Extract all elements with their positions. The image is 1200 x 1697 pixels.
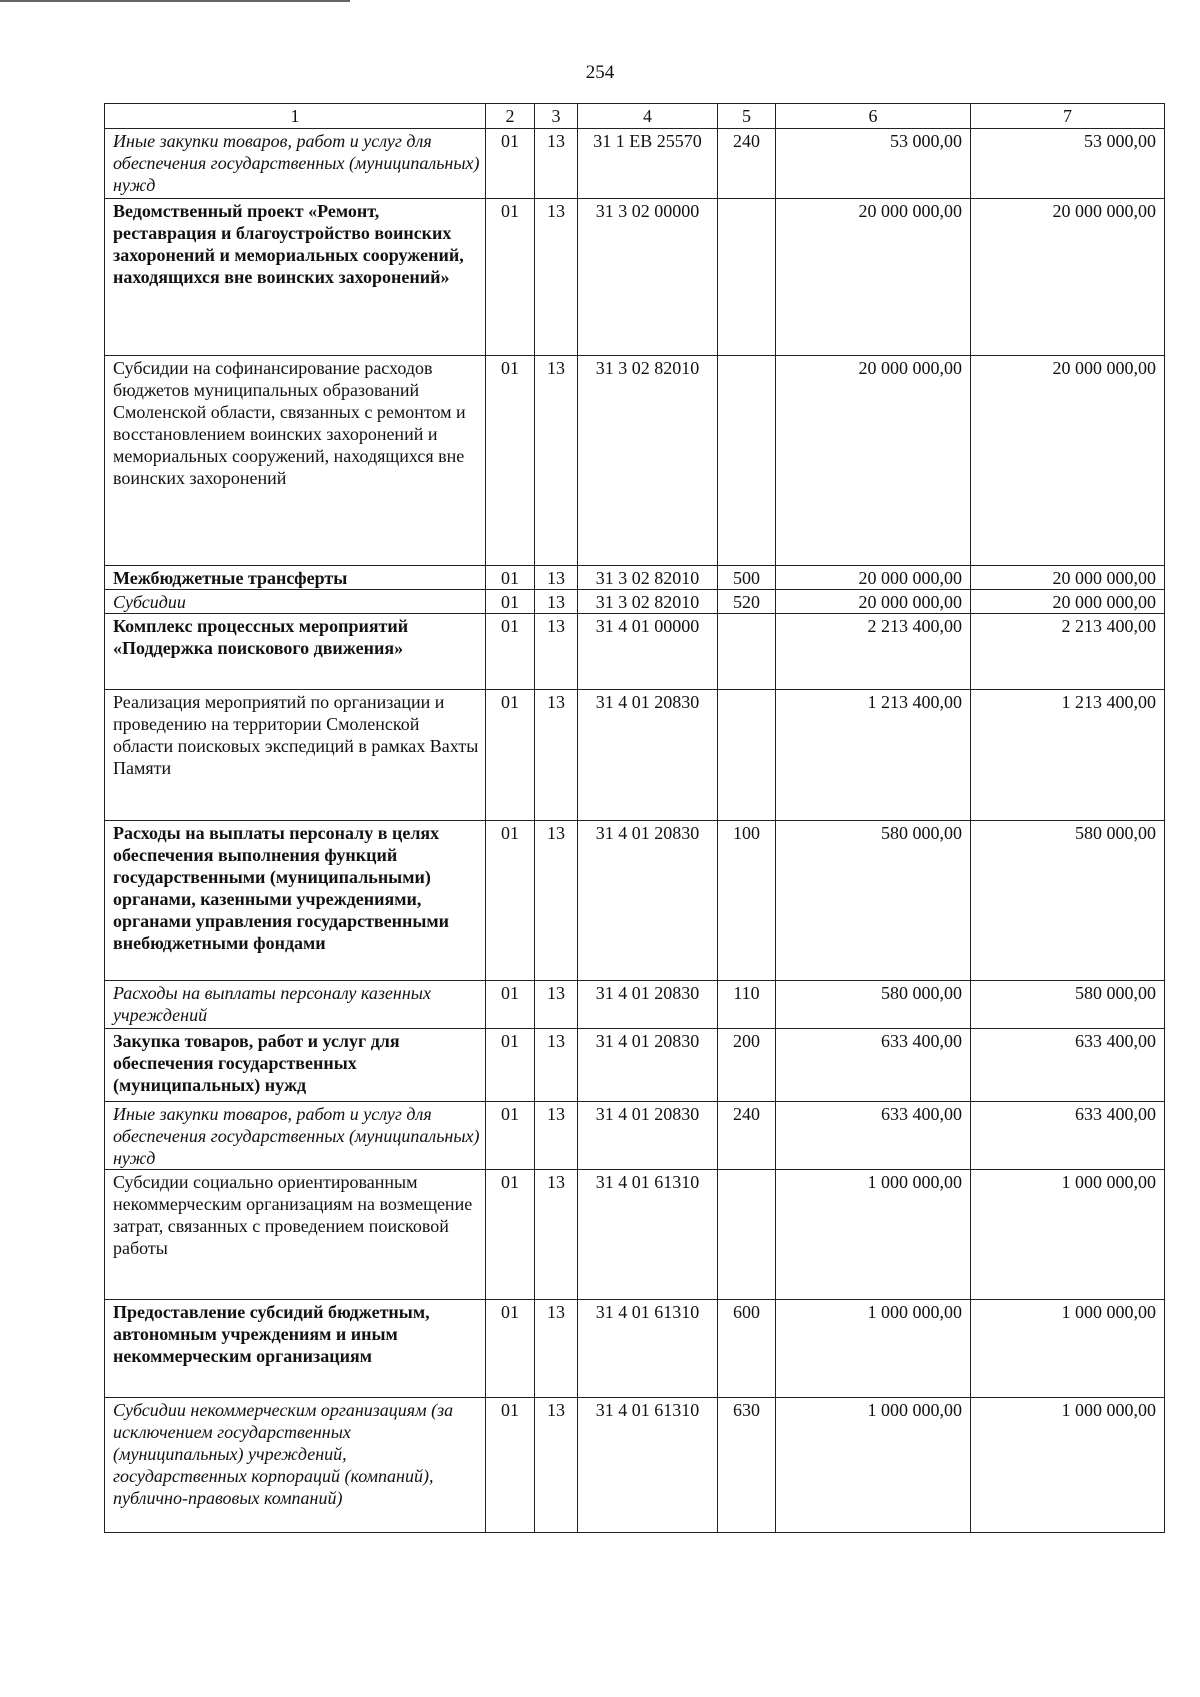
row-amount-cell: 633 400,00 [776,1029,971,1102]
row-expense-type-cell: 630 [718,1398,776,1533]
row-target-article-cell: 31 4 01 20830 [578,1102,718,1170]
row-subsection-cell: 13 [535,199,578,356]
row-section-cell: 01 [486,590,535,614]
row-expense-type-cell [718,1170,776,1300]
row-section-cell: 01 [486,199,535,356]
row-name-cell: Субсидии на софинансирование расходов бюджетов муниципальных образований Смоленской области, связанных с ремонтом и восстановлением воинских захоронений и мемориальных сооружений, находящихся вне воинских захоронений [105,356,486,566]
table-row [105,1398,1165,1533]
row-expense-type-cell [718,199,776,356]
row-amount-next-cell: 53 000,00 [971,129,1165,199]
row-name-cell: Субсидии социально ориентированным некоммерческим организациям на возмещение затрат, связанных с проведением поисковой работы [105,1170,486,1300]
row-subsection-cell: 13 [535,981,578,1029]
table-body [105,104,1165,1533]
row-section-cell: 01 [486,614,535,690]
row-name-cell: Субсидии некоммерческим организациям (за исключением государственных (муниципальных) учреждений, государственных корпораций (компаний), публично-правовых компаний) [105,1398,486,1533]
row-amount-next-cell: 1 213 400,00 [971,690,1165,821]
row-amount-next-cell: 20 000 000,00 [971,566,1165,590]
row-amount-next-cell: 633 400,00 [971,1029,1165,1102]
header-cell-5: 5 [718,104,776,129]
header-cell-2: 2 [486,104,535,129]
row-expense-type-cell: 520 [718,590,776,614]
row-amount-cell: 633 400,00 [776,1102,971,1170]
row-target-article-cell: 31 1 ЕВ 25570 [578,129,718,199]
table-row [105,356,1165,566]
row-amount-next-cell: 20 000 000,00 [971,356,1165,566]
table-row [105,690,1165,821]
row-subsection-cell: 13 [535,1398,578,1533]
row-name-cell: Закупка товаров, работ и услуг для обеспечения государственных (муниципальных) нужд [105,1029,486,1102]
row-subsection-cell: 13 [535,1029,578,1102]
row-amount-cell: 1 000 000,00 [776,1398,971,1533]
row-subsection-cell: 13 [535,566,578,590]
row-name-cell: Расходы на выплаты персоналу казенных учреждений [105,981,486,1029]
row-name-cell: Субсидии [105,590,486,614]
row-name-cell: Расходы на выплаты персоналу в целях обеспечения выполнения функций государственными (муниципальными) органами, казенными учреждениями, органами управления государственными внебюджетными фондами [105,821,486,981]
row-name-cell: Комплекс процессных мероприятий «Поддержка поискового движения» [105,614,486,690]
row-amount-cell: 20 000 000,00 [776,590,971,614]
row-subsection-cell: 13 [535,129,578,199]
row-name-cell: Межбюджетные трансферты [105,566,486,590]
row-amount-cell: 1 000 000,00 [776,1170,971,1300]
row-section-cell: 01 [486,356,535,566]
row-subsection-cell: 13 [535,690,578,821]
table-row [105,1300,1165,1398]
row-section-cell: 01 [486,981,535,1029]
page-number: 254 [585,62,615,83]
row-amount-next-cell: 2 213 400,00 [971,614,1165,690]
row-expense-type-cell: 200 [718,1029,776,1102]
row-subsection-cell: 13 [535,1102,578,1170]
row-amount-next-cell: 20 000 000,00 [971,199,1165,356]
row-amount-next-cell: 580 000,00 [971,821,1165,981]
row-subsection-cell: 13 [535,1170,578,1300]
row-expense-type-cell [718,614,776,690]
row-name-cell: Реализация мероприятий по организации и проведению на территории Смоленской области поисковых экспедиций в рамках Вахты Памяти [105,690,486,821]
header-cell-3: 3 [535,104,578,129]
row-target-article-cell: 31 4 01 61310 [578,1300,718,1398]
row-section-cell: 01 [486,566,535,590]
row-amount-cell: 2 213 400,00 [776,614,971,690]
row-amount-next-cell: 1 000 000,00 [971,1170,1165,1300]
row-section-cell: 01 [486,129,535,199]
row-target-article-cell: 31 4 01 20830 [578,690,718,821]
row-target-article-cell: 31 4 01 61310 [578,1170,718,1300]
row-target-article-cell: 31 3 02 82010 [578,356,718,566]
table-row [105,614,1165,690]
row-amount-cell: 1 213 400,00 [776,690,971,821]
table-row [105,1102,1165,1170]
row-amount-cell: 20 000 000,00 [776,566,971,590]
row-amount-cell: 53 000,00 [776,129,971,199]
row-subsection-cell: 13 [535,590,578,614]
row-name-cell: Предоставление субсидий бюджетным, автономным учреждениям и иным некоммерческим организациям [105,1300,486,1398]
row-amount-next-cell: 580 000,00 [971,981,1165,1029]
row-amount-cell: 20 000 000,00 [776,199,971,356]
table-row [105,981,1165,1029]
row-target-article-cell: 31 3 02 00000 [578,199,718,356]
row-section-cell: 01 [486,1398,535,1533]
row-section-cell: 01 [486,821,535,981]
table-row [105,1029,1165,1102]
row-target-article-cell: 31 3 02 82010 [578,590,718,614]
header-cell-1: 1 [105,104,486,129]
header-cell-7: 7 [971,104,1165,129]
row-amount-cell: 580 000,00 [776,821,971,981]
table-row [105,1170,1165,1300]
row-expense-type-cell: 110 [718,981,776,1029]
row-expense-type-cell: 240 [718,1102,776,1170]
row-expense-type-cell [718,356,776,566]
header-cell-4: 4 [578,104,718,129]
row-name-cell: Иные закупки товаров, работ и услуг для обеспечения государственных (муниципальных) нужд [105,129,486,199]
row-subsection-cell: 13 [535,821,578,981]
row-expense-type-cell: 240 [718,129,776,199]
row-target-article-cell: 31 4 01 20830 [578,1029,718,1102]
row-section-cell: 01 [486,1170,535,1300]
row-subsection-cell: 13 [535,1300,578,1398]
row-amount-next-cell: 633 400,00 [971,1102,1165,1170]
row-expense-type-cell: 500 [718,566,776,590]
row-section-cell: 01 [486,690,535,821]
row-amount-next-cell: 1 000 000,00 [971,1398,1165,1533]
row-target-article-cell: 31 4 01 20830 [578,981,718,1029]
row-expense-type-cell [718,690,776,821]
row-target-article-cell: 31 3 02 82010 [578,566,718,590]
row-amount-cell: 580 000,00 [776,981,971,1029]
row-section-cell: 01 [486,1300,535,1398]
row-subsection-cell: 13 [535,614,578,690]
row-section-cell: 01 [486,1029,535,1102]
row-name-cell: Ведомственный проект «Ремонт, реставрация и благоустройство воинских захоронений и мемориальных сооружений, находящихся вне воинских захоронений» [105,199,486,356]
row-subsection-cell: 13 [535,356,578,566]
row-name-cell: Иные закупки товаров, работ и услуг для обеспечения государственных (муниципальных) нужд [105,1102,486,1170]
row-section-cell: 01 [486,1102,535,1170]
row-amount-cell: 20 000 000,00 [776,356,971,566]
table-row [105,821,1165,981]
table-row [105,199,1165,356]
table-header-row [105,104,1165,129]
row-target-article-cell: 31 4 01 61310 [578,1398,718,1533]
row-amount-cell: 1 000 000,00 [776,1300,971,1398]
budget-table [104,103,1165,1533]
table-row [105,129,1165,199]
row-target-article-cell: 31 4 01 20830 [578,821,718,981]
row-amount-next-cell: 20 000 000,00 [971,590,1165,614]
scan-edge-line [0,0,350,2]
row-expense-type-cell: 600 [718,1300,776,1398]
header-cell-6: 6 [776,104,971,129]
table-row [105,566,1165,590]
row-target-article-cell: 31 4 01 00000 [578,614,718,690]
table-row [105,590,1165,614]
row-expense-type-cell: 100 [718,821,776,981]
row-amount-next-cell: 1 000 000,00 [971,1300,1165,1398]
